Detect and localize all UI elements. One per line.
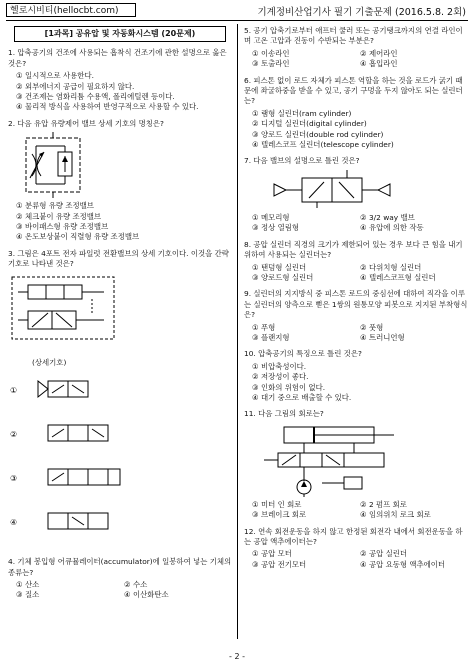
option[interactable]: ④ 임의위치 로크 회로 <box>360 510 431 520</box>
option-row <box>244 263 468 273</box>
option[interactable]: ② 외부에너지 공급이 필요하지 않다. <box>16 81 135 91</box>
question-stem: 2. 다음 유압 유량제어 밸브 상세 기호의 명칭은? <box>8 118 164 128</box>
option[interactable]: ① 비압축성이다. <box>252 361 307 371</box>
question-stem: 6. 피스톤 없이 로드 자체가 피스톤 역할을 하는 것을 로드가 굵기 때문에 좌굴하중을 받을 수 있고, 공기 구멍을 두지 않아도 되는 실린더는? <box>244 75 463 106</box>
question-stem: 12. 연속 회전운동을 하지 않고 한정된 회전각 내에서 회전운동을 하는 공압 액추에이터는? <box>244 526 463 546</box>
option[interactable]: ④ 트러니언형 <box>360 332 405 342</box>
option[interactable]: ② 디지털 실린더(digital cylinder) <box>252 119 367 129</box>
question-10 <box>244 349 468 403</box>
option-row <box>244 49 468 59</box>
option[interactable]: ③ 토출라인 <box>252 59 290 69</box>
option[interactable]: ③ 브레이크 회로 <box>252 510 307 520</box>
question-5 <box>244 26 468 70</box>
page-number: - 2 - <box>229 652 245 661</box>
option[interactable]: ② 제어라인 <box>360 48 398 58</box>
option-row <box>244 500 468 510</box>
option-row <box>244 323 468 333</box>
question-2 <box>8 119 232 243</box>
option[interactable]: ① 램형 실린더(ram cylinder) <box>252 108 352 118</box>
question-8 <box>244 240 468 284</box>
option-row <box>8 590 232 600</box>
option[interactable]: ② 3/2 way 밸브 <box>360 212 415 222</box>
question-9 <box>244 289 468 343</box>
option[interactable]: ④ 물리적 방식을 사용하여 반영구적으로 사용할 수 있다. <box>16 102 199 112</box>
option-row <box>244 560 468 570</box>
option[interactable]: ① 분류형 유량 조정밸브 <box>16 201 94 211</box>
figure-caption: (상세기호) <box>32 357 67 367</box>
question-stem: 5. 공기 압축기로부터 애프터 쿨러 또는 공기탱크까지의 연결 라인이며 고온 고압과 진동이 수반되는 부분은? <box>244 26 463 46</box>
option[interactable]: ③ 인화의 위험이 없다. <box>252 382 326 392</box>
question-stem: 4. 기체 봉입형 어큐뮬레이터(accumulator)에 일봉하여 넣는 기체의 종류는? <box>8 557 232 577</box>
exam-title: 기계정비산업기사 필기 기출문제 (2016.5.8. 2회) <box>257 7 466 18</box>
option[interactable]: ② 풋형 <box>360 322 384 332</box>
flow-control-valve-symbol <box>8 132 232 198</box>
detailed-valve-symbol <box>8 273 232 355</box>
subject-heading: [1과목] 공유압 및 자동화시스템 (20문제) <box>14 26 226 42</box>
option[interactable]: ② 체크붙이 유량 조정밸브 <box>16 211 102 221</box>
option[interactable]: ④ 유압에 의한 작동 <box>360 223 424 233</box>
option[interactable]: ③ 양로드 실린더(double rod cylinder) <box>252 129 384 139</box>
option[interactable]: ② 저장성이 좋다. <box>252 372 309 382</box>
question-12 <box>244 527 468 571</box>
question-11 <box>244 409 468 520</box>
svg-text:①: ① <box>10 386 18 396</box>
option[interactable]: ② 2 펌프 회로 <box>360 499 407 509</box>
question-stem: 7. 다음 밸브의 설명으로 틀린 것은? <box>244 156 360 166</box>
option[interactable]: ④ 텔레스코프형 실린더 <box>360 272 436 282</box>
svg-text:④: ④ <box>10 518 18 528</box>
option-row <box>244 59 468 69</box>
question-stem: 10. 압축공기의 특징으로 틀린 것은? <box>244 349 362 359</box>
header-divider <box>6 20 468 21</box>
column-divider <box>237 24 238 639</box>
question-stem: 11. 다음 그림의 회로는? <box>244 409 324 419</box>
option[interactable]: ③ 질소 <box>16 590 40 600</box>
option[interactable]: ④ 공압 요동형 액추에이터 <box>360 559 446 569</box>
question-stem: 1. 압축공기의 건조에 사용되는 흡착식 건조기에 관한 설명으로 옳은 것은? <box>8 48 227 68</box>
option[interactable]: ③ 정상 열림형 <box>252 223 300 233</box>
hydraulic-circuit-diagram <box>244 423 468 497</box>
option[interactable]: ③ 건조제는 염화리튬 수용액, 폴리에틸렌 등이다. <box>16 92 175 102</box>
option[interactable]: ② 공압 실린더 <box>360 549 408 559</box>
option-row <box>244 549 468 559</box>
option-row <box>244 223 468 233</box>
left-column <box>8 26 232 607</box>
question-4 <box>8 557 232 601</box>
option[interactable]: ③ 플랜지형 <box>252 332 290 342</box>
option[interactable]: ④ 대기 중으로 배출할 수 있다. <box>252 392 352 402</box>
option[interactable]: ① 산소 <box>16 579 40 589</box>
option[interactable]: ① 메모리형 <box>252 212 290 222</box>
svg-text:②: ② <box>10 430 18 440</box>
option[interactable]: ④ 텔레스코프 실린더(telescope cylinder) <box>252 140 394 150</box>
question-7 <box>244 156 468 233</box>
answer-symbols <box>8 371 232 551</box>
option-row <box>8 580 232 590</box>
svg-text:③: ③ <box>10 474 18 484</box>
option-row <box>244 333 468 343</box>
right-column <box>244 26 468 576</box>
question-1 <box>8 48 232 112</box>
option[interactable]: ① 이송라인 <box>252 48 290 58</box>
option[interactable]: ① 탠덤형 실린더 <box>252 262 307 272</box>
option[interactable]: ② 수소 <box>124 579 148 589</box>
option[interactable]: ① 푸형 <box>252 322 276 332</box>
question-6 <box>244 76 468 151</box>
question-stem: 9. 실린더의 지지방식 중 피스톤 로드의 중심선에 대하여 직각을 이루는 실린더의 양측으로 뻗은 1쌍의 원통모양 피봇으로 지지된 부착형식은? <box>244 289 468 320</box>
option-row <box>244 273 468 283</box>
option-row <box>244 510 468 520</box>
option[interactable]: ④ 흡입라인 <box>360 59 398 69</box>
site-label: 헬로시비티(hellocbt.com) <box>6 3 136 17</box>
question-stem: 8. 공압 실린더 직경의 크기가 제한되어 있는 경우 보다 큰 힘을 내기 위하여 사용되는 실린더는? <box>244 239 463 260</box>
question-stem: 3. 그림은 4포트 전자 파일럿 전환밸브의 상세 기호이다. 이것을 간략 기호로 나타낸 것은? <box>8 248 229 269</box>
option[interactable]: ④ 온도보상붙이 직렬형 유량 조정밸브 <box>16 232 140 242</box>
option[interactable]: ③ 공압 전기모터 <box>252 559 307 569</box>
option[interactable]: ② 다위치형 실린더 <box>360 262 422 272</box>
option[interactable]: ① 미터 인 회로 <box>252 499 302 509</box>
option[interactable]: ① 일시적으로 사용한다. <box>16 71 94 81</box>
option[interactable]: ③ 양로드형 실린더 <box>252 272 314 282</box>
option[interactable]: ① 공압 모터 <box>252 549 292 559</box>
option[interactable]: ③ 바이패스형 유량 조정밸브 <box>16 222 109 232</box>
question-3 <box>8 249 232 551</box>
option[interactable]: ④ 이산화탄소 <box>124 590 169 600</box>
valve-symbol <box>244 170 468 210</box>
option-row <box>244 213 468 223</box>
